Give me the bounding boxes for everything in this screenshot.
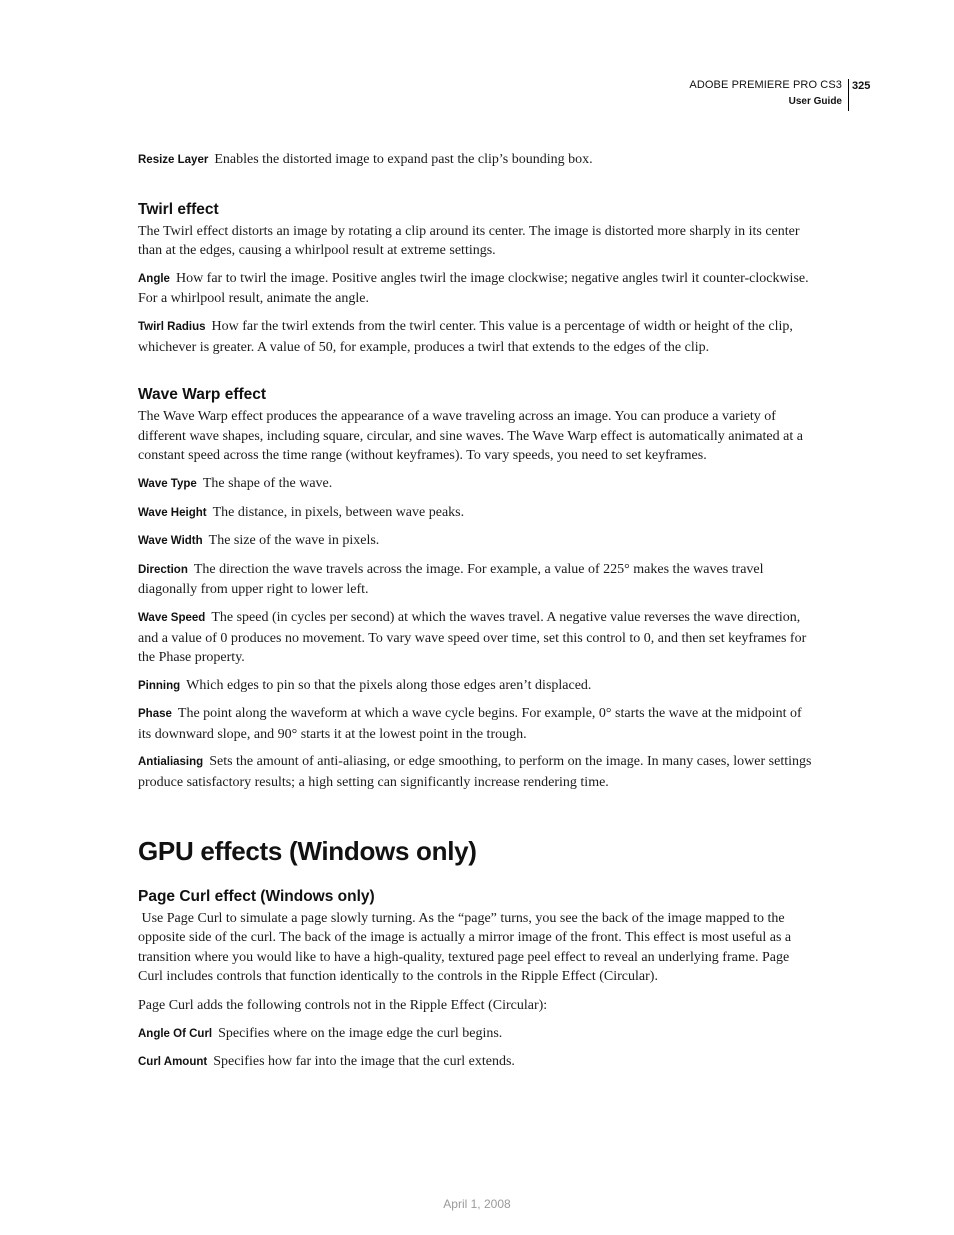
term-description: The direction the wave travels across the image. For example, a value of 225° makes the waves travel diagonally from upper right to lower left. — [138, 561, 764, 598]
twirl-intro: The Twirl effect distorts an image by rotating a clip around its center. The image is distorted more sharply in its center than at the edges, causing a whirlpool result at extreme settings. — [138, 223, 800, 259]
section-heading-twirl: Twirl effect — [138, 200, 219, 218]
term-label: Phase — [138, 708, 172, 721]
page-content — [138, 150, 814, 1073]
term-label: Angle — [138, 272, 170, 285]
page-number: 325 — [852, 80, 871, 92]
term-description: The distance, in pixels, between wave peaks. — [212, 504, 465, 520]
term-label: Antialiasing — [138, 756, 204, 769]
definition-wave-speed — [138, 608, 814, 668]
definition-resize-layer — [138, 150, 814, 171]
definition-antialiasing — [138, 752, 814, 792]
definition-twirl-radius — [138, 317, 814, 357]
term-description: Enables the distorted image to expand past the clip’s bounding box. — [214, 152, 593, 167]
term-description: The shape of the wave. — [202, 475, 333, 491]
term-description: Which edges to pin so that the pixels along those edges aren’t displaced. — [186, 677, 592, 693]
page-curl-note: Page Curl adds the following controls not in the Ripple Effect (Circular): — [138, 998, 548, 1014]
term-label: Direction — [138, 563, 188, 576]
term-description: How far to twirl the image. Positive angles twirl the image clockwise; negative angles twirl it counter-clockwise. For a whirlpool result, animate the angle. — [138, 270, 809, 307]
term-label: Twirl Radius — [138, 320, 206, 333]
term-label: Resize Layer — [138, 154, 209, 166]
term-description: The speed (in cycles per second) at which the waves travel. A negative value reverses the wave direction, and a value of 0 produces no movement. To vary wave speed over time, set this control to 0, and then set keyframes for the Phase property. — [138, 609, 807, 666]
term-label: Wave Width — [138, 535, 203, 548]
wave-warp-intro: The Wave Warp effect produces the appearance of a wave traveling across an image. You can produce a variety of different wave shapes, including square, circular, and sine waves. The Wave Warp effect is automatically animated at a constant speed across the time range (without keyframes). To vary speeds, you need to set keyframes. — [138, 409, 803, 464]
term-description: How far the twirl extends from the twirl center. This value is a percentage of width or height of the clip, whichever is greater. A value of 50, for example, produces a twirl that extends to the edges of the clip. — [138, 318, 793, 355]
term-description: Specifies where on the image edge the curl begins. — [218, 1025, 503, 1041]
term-label: Wave Type — [138, 477, 197, 490]
term-label: Curl Amount — [138, 1056, 208, 1069]
section-heading-wave-warp: Wave Warp effect — [138, 386, 267, 404]
guide-name: User Guide — [788, 96, 842, 107]
page-curl-intro: Use Page Curl to simulate a page slowly turning. As the “page” turns, you see the back of the image mapped to the opposite side of the curl. The back of the image is actually a mirror image of the front. This effect is most useful as a transition where you would like to have a high-quality, textured page peel effect to reveal an underlying frame. Page Curl includes controls that function identically to the controls in the Ripple Effect (Circular). — [138, 910, 795, 985]
term-label: Angle Of Curl — [138, 1027, 213, 1040]
section-heading-page-curl: Page Curl effect (Windows only) — [138, 887, 375, 905]
term-description: Specifies how far into the image that the curl extends. — [213, 1054, 515, 1070]
term-description: The point along the waveform at which a wave cycle begins. For example, 0° starts the wave at the midpoint of its downward slope, and 90° starts it at the lowest point in the trough. — [138, 706, 802, 742]
footer-date: April 1, 2008 — [443, 1197, 511, 1211]
definition-angle — [138, 269, 814, 309]
definition-pinning — [138, 676, 814, 697]
definition-phase — [138, 704, 814, 744]
term-label: Wave Height — [138, 506, 207, 519]
product-name: ADOBE PREMIERE PRO CS3 — [689, 79, 842, 91]
definition-angle-of-curl — [138, 1024, 814, 1045]
chapter-title: GPU effects (Windows only) — [138, 835, 477, 866]
definition-curl-amount — [138, 1052, 814, 1073]
definition-wave-height — [138, 503, 814, 524]
definition-direction — [138, 560, 814, 600]
term-label: Pinning — [138, 679, 181, 692]
definition-wave-width — [138, 531, 814, 552]
running-header — [600, 79, 849, 111]
term-description: Sets the amount of anti-aliasing, or edge smoothing, to perform on the image. In many cases, lower settings produce satisfactory results; a high setting can significantly increase rendering time. — [138, 754, 812, 791]
definition-wave-type — [138, 474, 814, 495]
term-description: The size of the wave in pixels. — [208, 533, 380, 549]
term-label: Wave Speed — [138, 611, 206, 624]
